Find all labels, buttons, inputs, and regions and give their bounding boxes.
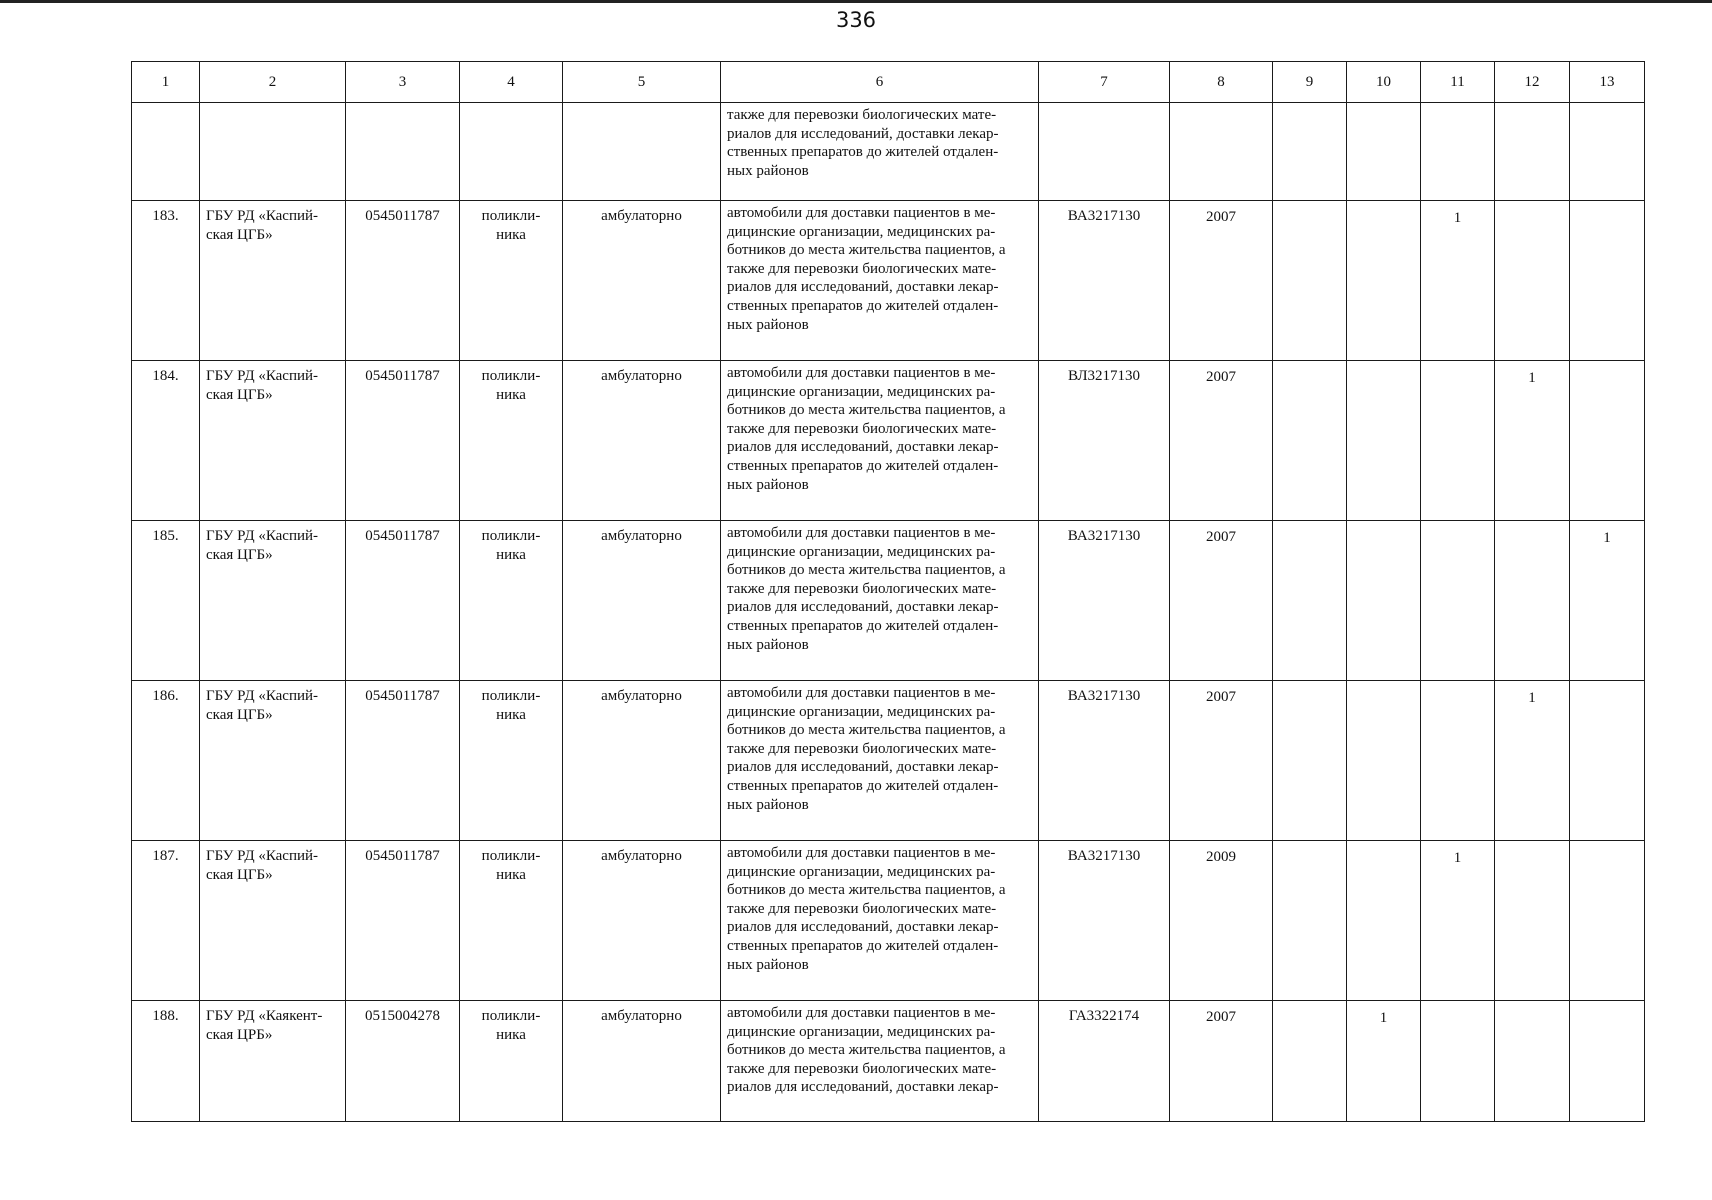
table-row <box>132 1001 1645 1122</box>
header-col-5: 5 <box>563 62 721 103</box>
facility-type: поликли- ника <box>481 848 541 883</box>
tax-id: 0545011787 <box>365 208 440 224</box>
header-col-2: 2 <box>200 62 346 103</box>
table-row <box>132 201 1645 361</box>
page-number: 336 <box>835 8 877 32</box>
manufacture-year: 2007 <box>1206 689 1236 705</box>
tax-id: 0545011787 <box>365 848 440 864</box>
col-11-value: 1 <box>1453 850 1462 866</box>
col-12-value: 1 <box>1528 690 1536 706</box>
col-12-value: 1 <box>1528 370 1536 386</box>
care-form: амбулаторно <box>601 528 682 544</box>
care-form: амбулаторно <box>601 688 682 704</box>
header-col-11: 11 <box>1421 62 1495 103</box>
header-col-8: 8 <box>1170 62 1273 103</box>
care-form: амбулаторно <box>601 848 682 864</box>
row-number: 186. <box>152 688 179 704</box>
vehicle-code: ВА3217130 <box>1067 528 1141 544</box>
facility-type: поликли- ника <box>481 208 541 243</box>
care-form: амбулаторно <box>601 208 682 224</box>
header-col-4: 4 <box>460 62 563 103</box>
continuation-row <box>132 103 1645 201</box>
continuation-description: также для перевозки биологических мате- риалов для исследований, доставки лекар- ственных препаратов до жителей отдален- ных районов <box>727 107 999 179</box>
manufacture-year: 2007 <box>1206 209 1236 225</box>
vehicle-purpose: автомобили для доставки пациентов в ме- дицинские организации, медицинских ра- ботников до места жительства пациентов, а также для перевозки биологических мате- риалов для исследований, доставки лекар- ственных препаратов до жителей отдален- ных районов <box>727 525 1006 653</box>
table-row <box>132 361 1645 521</box>
vehicle-code: ВА3217130 <box>1067 848 1141 864</box>
organization-name: ГБУ РД «Каспий- ская ЦГБ» <box>206 688 319 723</box>
vehicle-purpose: автомобили для доставки пациентов в ме- дицинские организации, медицинских ра- ботников до места жительства пациентов, а также для перевозки биологических мате- риалов для исследований, доставки лекар- ственных препаратов до жителей отдален- ных районов <box>727 365 1006 493</box>
header-col-9: 9 <box>1273 62 1347 103</box>
facility-type: поликли- ника <box>481 1008 541 1043</box>
facility-type: поликли- ника <box>481 368 541 403</box>
organization-name: ГБУ РД «Каякент- ская ЦРБ» <box>206 1008 323 1043</box>
row-number: 188. <box>152 1008 179 1024</box>
header-col-3: 3 <box>346 62 460 103</box>
manufacture-year: 2009 <box>1206 849 1236 865</box>
vehicle-registry-table <box>131 61 1645 1122</box>
vehicle-code: ГА3322174 <box>1068 1008 1140 1024</box>
organization-name: ГБУ РД «Каспий- ская ЦГБ» <box>206 368 319 403</box>
table-row <box>132 841 1645 1001</box>
vehicle-purpose: автомобили для доставки пациентов в ме- дицинские организации, медицинских ра- ботников до места жительства пациентов, а также для перевозки биологических мате- риалов для исследований, доставки лекар- <box>727 1005 1006 1096</box>
row-number: 187. <box>152 848 179 864</box>
vehicle-code: ВА3217130 <box>1067 688 1141 704</box>
row-number: 185. <box>152 528 179 544</box>
row-number: 183. <box>152 208 179 224</box>
table-row <box>132 681 1645 841</box>
header-row <box>132 62 1645 103</box>
organization-name: ГБУ РД «Каспий- ская ЦГБ» <box>206 848 319 883</box>
manufacture-year: 2007 <box>1206 529 1236 545</box>
header-col-10: 10 <box>1347 62 1421 103</box>
header-col-6: 6 <box>721 62 1039 103</box>
top-rule <box>0 0 1712 3</box>
vehicle-code: ВА3217130 <box>1067 208 1141 224</box>
tax-id: 0545011787 <box>365 368 440 384</box>
tax-id: 0545011787 <box>365 688 440 704</box>
care-form: амбулаторно <box>601 1008 682 1024</box>
tax-id: 0545011787 <box>365 528 440 544</box>
header-col-12: 12 <box>1495 62 1570 103</box>
vehicle-purpose: автомобили для доставки пациентов в ме- дицинские организации, медицинских ра- ботников до места жительства пациентов, а также для перевозки биологических мате- риалов для исследований, доставки лекар- ственных препаратов до жителей отдален- ных районов <box>727 205 1006 333</box>
col-11-value: 1 <box>1453 210 1462 226</box>
header-col-13: 13 <box>1570 62 1645 103</box>
care-form: амбулаторно <box>601 368 682 384</box>
table-row <box>132 521 1645 681</box>
row-number: 184. <box>152 368 179 384</box>
vehicle-purpose: автомобили для доставки пациентов в ме- дицинские организации, медицинских ра- ботников до места жительства пациентов, а также для перевозки биологических мате- риалов для исследований, доставки лекар- ственных препаратов до жителей отдален- ных районов <box>727 845 1006 973</box>
tax-id: 0515004278 <box>365 1008 440 1024</box>
manufacture-year: 2007 <box>1206 1009 1236 1025</box>
facility-type: поликли- ника <box>481 528 541 563</box>
facility-type: поликли- ника <box>481 688 541 723</box>
header-col-1: 1 <box>132 62 200 103</box>
manufacture-year: 2007 <box>1206 369 1236 385</box>
organization-name: ГБУ РД «Каспий- ская ЦГБ» <box>206 208 319 243</box>
header-col-7: 7 <box>1039 62 1170 103</box>
col-10-value: 1 <box>1379 1010 1388 1026</box>
vehicle-code: ВЛ3217130 <box>1067 368 1141 384</box>
vehicle-purpose: автомобили для доставки пациентов в ме- дицинские организации, медицинских ра- ботников до места жительства пациентов, а также для перевозки биологических мате- риалов для исследований, доставки лекар- ственных препаратов до жителей отдален- ных районов <box>727 685 1006 813</box>
col-13-value: 1 <box>1603 530 1611 546</box>
organization-name: ГБУ РД «Каспий- ская ЦГБ» <box>206 528 319 563</box>
